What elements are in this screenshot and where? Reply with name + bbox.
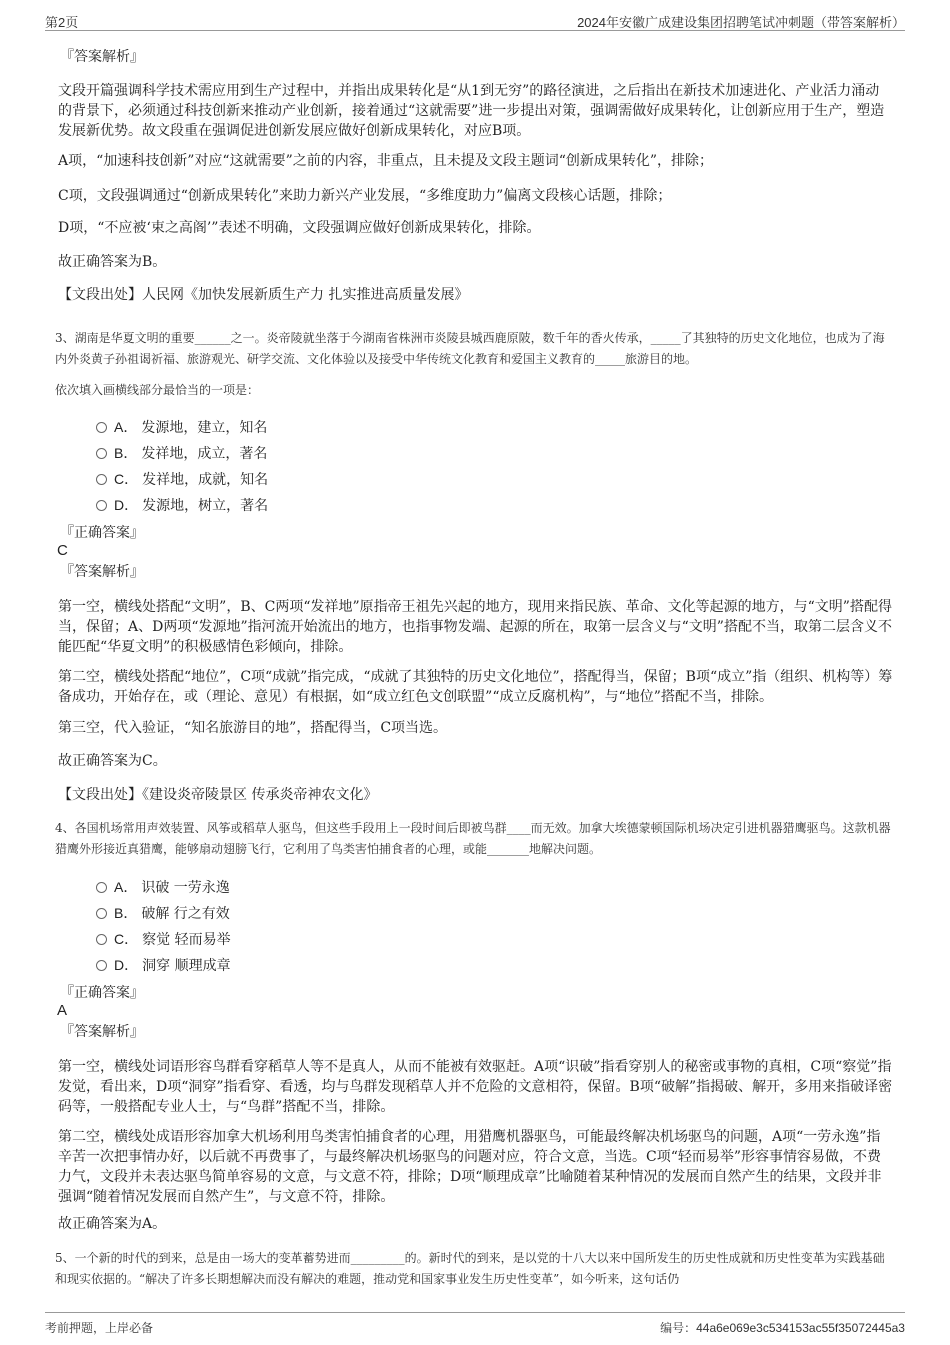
q3-answer-label: 『正确答案』 — [60, 525, 144, 541]
q4-analysis-blank-1: 第一空，横线处词语形容鸟群看穿稻草人等不是真人，从而不能被有效驱赶。A项“识破”指看穿别人的秘密或事物的真相，C项“察觉”指发觉，看出来，D项“洞穿”指看穿、看透，均与鸟群发现稻草人并不危险的文意相符，保留。B项“破解”指揭破、解开，多用来指破译密码等，一般搭配专业人士，与“鸟群”搭配不当，排除。 — [58, 1059, 893, 1115]
q3-source: 【文段出处】《建设炎帝陵景区 传承炎帝神农文化》 — [58, 787, 378, 803]
q4-option-d[interactable]: D． 洞穿 顺理成章 — [96, 956, 231, 975]
radio-icon[interactable] — [96, 960, 107, 971]
q3-stem: 3、湖南是华夏文明的重要______之一。炎帝陵就坐落于今湖南省株洲市炎陵县城西鹿原陂，数千年的香火传承，_____了其独特的历史文化地位，也成为了海内外炎黄子孙祖谒祈福、旅游观光、研学交流、文化体验以及接受中华传统文化教育和爱国主义教育的_____旅游目的地。 — [55, 331, 885, 366]
page-number: 第2页 — [45, 15, 79, 30]
q3-analysis-label: 『答案解析』 — [60, 564, 144, 580]
q4-answer-label: 『正确答案』 — [60, 985, 144, 1001]
q3-analysis-blank-1: 第一空，横线处搭配“文明”，B、C两项“发祥地”原指帝王祖先兴起的地方，现用来指民族、革命、文化等起源的地方，与“文明”搭配得当，保留；A、D两项“发源地”指河流开始流出的地方，也指事物发端、起源的所在，取第一层含义与“文明”搭配不当，取第二层含义不能匹配“华夏文明”的积极感情色彩倾向，排除。 — [58, 599, 892, 655]
q3-option-b[interactable]: B． 发祥地，成立，著名 — [96, 444, 267, 463]
q2-conclusion: 故正确答案为B。 — [58, 254, 167, 270]
q4-answer: A — [57, 1002, 68, 1019]
q2-analysis-option-c: C项，文段强调通过“创新成果转化”来助力新兴产业发展，“多维度助力”偏离文段核心话题，排除； — [58, 188, 672, 204]
document-code: 编号：44a6e069e3c534153ac55f35072445a3 — [660, 1321, 905, 1335]
q4-option-b[interactable]: B． 破解 行之有效 — [96, 904, 230, 923]
q2-analysis-option-d: D项，“不应被‘束之高阁’”表述不明确，文段强调应做好创新成果转化，排除。 — [58, 220, 541, 236]
radio-icon[interactable] — [96, 882, 107, 893]
radio-icon[interactable] — [96, 448, 107, 459]
q5-stem: 5、一个新的时代的到来，总是由一场大的变革蓄势进而_________的。新时代的到来，是以党的十八大以来中国所发生的历史性成就和历史性变革为实践基础和现实依据的。“解决了许多长期想解决而没有解决的难题，推动党和国家事业发生历史性变革”，如今听来，这句话仍 — [55, 1251, 885, 1286]
q4-option-c[interactable]: C． 察觉 轻而易举 — [96, 930, 231, 949]
radio-icon[interactable] — [96, 908, 107, 919]
q4-conclusion: 故正确答案为A。 — [58, 1216, 167, 1232]
radio-icon[interactable] — [96, 934, 107, 945]
page-header — [45, 10, 905, 31]
footer-slogan: 考前押题，上岸必备 — [45, 1321, 154, 1335]
q2-source: 【文段出处】人民网《加快发展新质生产力 扎实推进高质量发展》 — [58, 287, 469, 303]
q3-conclusion: 故正确答案为C。 — [58, 753, 167, 769]
q3-option-a[interactable]: A． 发源地，建立，知名 — [96, 418, 267, 437]
radio-icon[interactable] — [96, 474, 107, 485]
q4-option-a[interactable]: A． 识破 一劳永逸 — [96, 878, 230, 897]
q4-analysis-label: 『答案解析』 — [60, 1024, 144, 1040]
radio-icon[interactable] — [96, 500, 107, 511]
q2-analysis-option-a: A项，“加速科技创新”对应“这就需要”之前的内容，非重点，且未提及文段主题词“创新成果转化”，排除； — [58, 153, 714, 169]
radio-icon[interactable] — [96, 422, 107, 433]
q2-analysis-paragraph: 文段开篇强调科学技术需应用到生产过程中，并指出成果转化是“从1到无穷”的路径演进，之后指出在新技术加速进化、产业活力涌动的背景下，必须通过科技创新来推动产业创新，接着通过“这就需要”进一步提出对策，强调需做好成果转化，让创新应用于生产，塑造发展新优势。故文段重在强调促进创新发展应做好创新成果转化，对应B项。 — [58, 83, 885, 139]
page-footer — [45, 1312, 905, 1339]
q4-stem: 4、各国机场常用声效装置、风筝或稻草人驱鸟，但这些手段用上一段时间后即被鸟群____而无效。加拿大埃德蒙顿国际机场决定引进机器猎鹰驱鸟。这款机器猎鹰外形接近真猎鹰，能够扇动翅膀飞行，它利用了鸟类害怕捕食者的心理，或能_______地解决问题。 — [55, 821, 891, 856]
q3-analysis-blank-2: 第二空，横线处搭配“地位”，C项“成就”指完成，“成就了其独特的历史文化地位”，搭配得当，保留；B项“成立”指（组织、机构等）筹备成功，开始存在，或（理论、意见）有根据，如“成立红色文创联盟”“成立反腐机构”，与“地位”搭配不当，排除。 — [58, 669, 893, 705]
q3-option-c[interactable]: C． 发祥地，成就，知名 — [96, 470, 268, 489]
q3-instruction: 依次填入画横线部分最恰当的一项是： — [55, 383, 260, 397]
q4-analysis-blank-2: 第二空，横线处成语形容加拿大机场利用鸟类害怕捕食者的心理，用猎鹰机器驱鸟，可能最终解决机场驱鸟的问题，A项“一劳永逸”指辛苦一次把事情办好，以后就不再费事了，与最终解决机场驱鸟的问题对应，符合文意，当选。C项“轻而易举”形容事情容易做，不费力气，文段并未表达驱鸟简单容易的文意，与文意不符，排除；D项“顺理成章”比喻随着某种情况的发展而自然产生的结果，文段并非强调“随着情况发展而自然产生”，与文意不符，排除。 — [58, 1129, 882, 1205]
q3-analysis-blank-3: 第三空，代入验证，“知名旅游目的地”，搭配得当，C项当选。 — [58, 720, 448, 736]
q2-analysis-label: 『答案解析』 — [60, 49, 144, 65]
document-title: 2024年安徽广成建设集团招聘笔试冲刺题（带答案解析） — [577, 15, 905, 30]
q3-option-d[interactable]: D． 发源地，树立，著名 — [96, 496, 268, 515]
q3-answer: C — [57, 542, 68, 559]
